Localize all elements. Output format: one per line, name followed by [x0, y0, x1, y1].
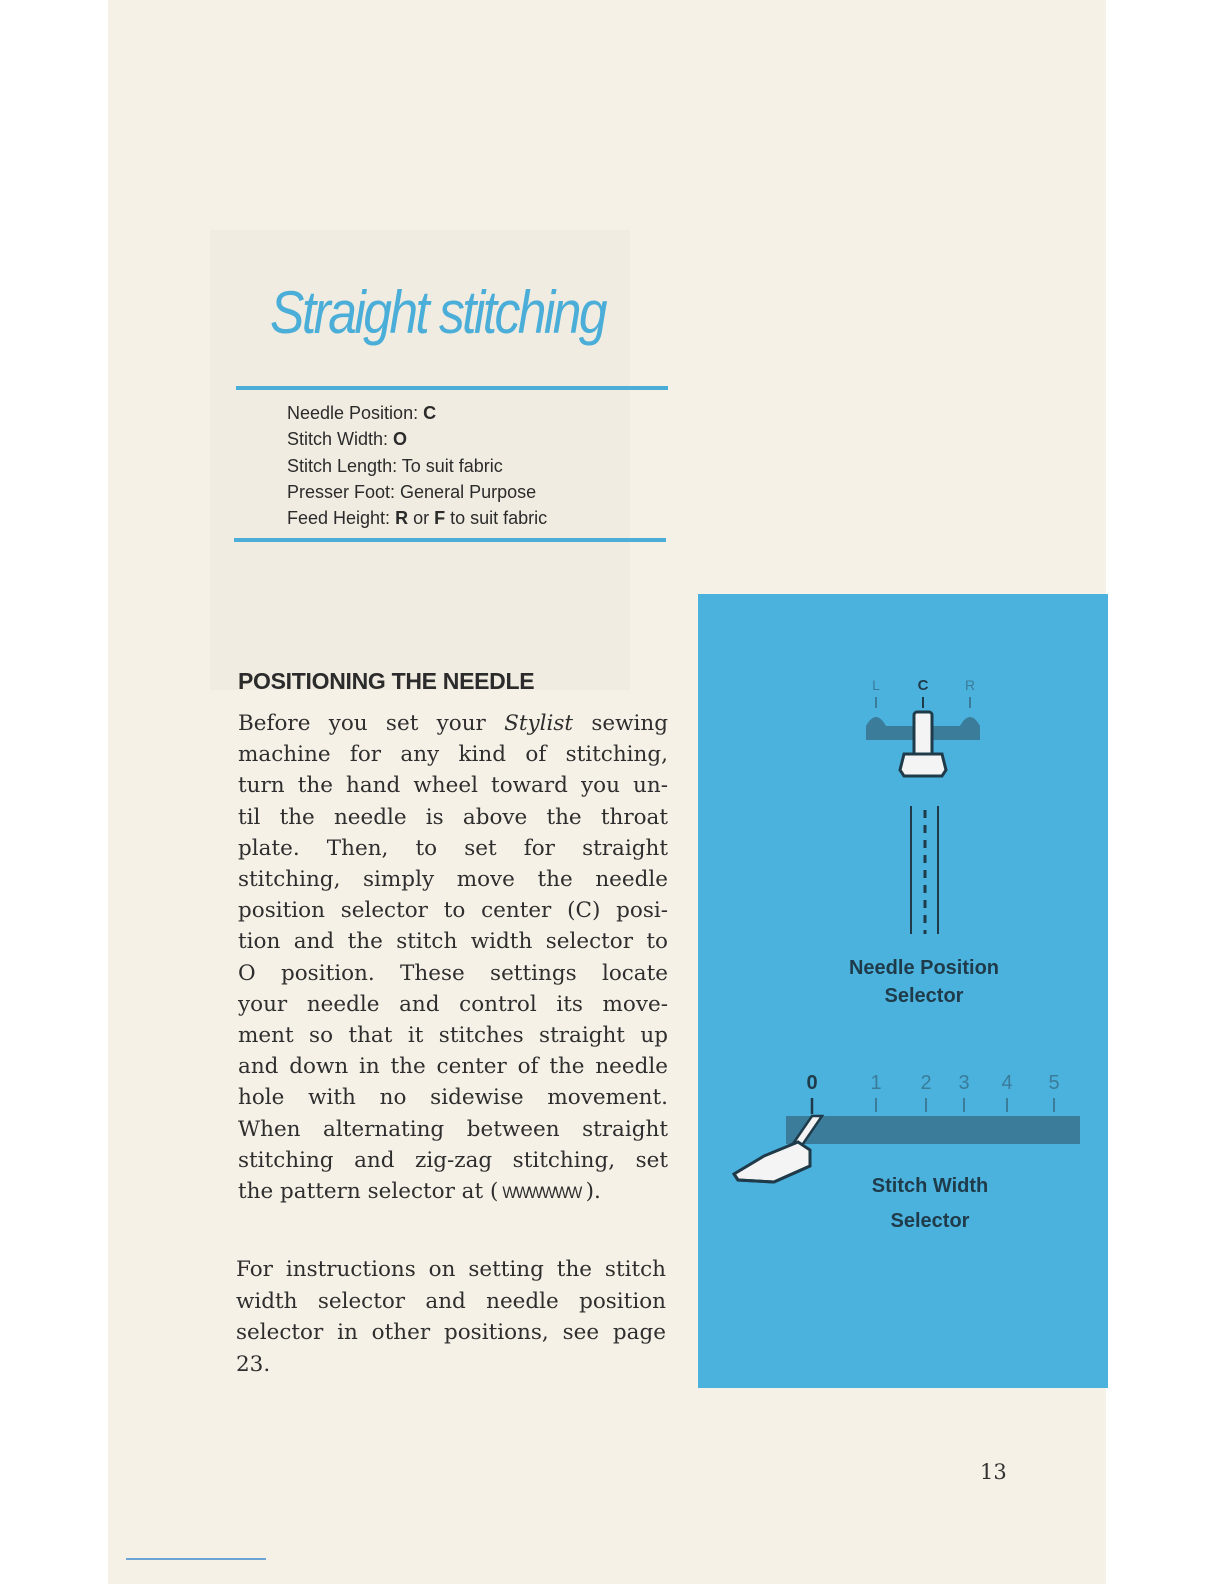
width-slot-bar: [786, 1116, 1080, 1144]
paragraph-line: tion and the stitch width selector to: [238, 929, 668, 955]
section-heading: POSITIONING THE NEEDLE: [238, 668, 535, 694]
paragraph-line: ment so that it stitches straight up: [238, 1023, 668, 1049]
paragraph-line: position selector to center (C) posi-: [238, 898, 668, 924]
selector-diagram: [698, 594, 1108, 1388]
setting-stitch-length: Stitch Length: To suit fabric: [287, 455, 503, 476]
paragraph-line: machine for any kind of stitching,: [238, 742, 668, 768]
page-number: 13: [980, 1460, 1007, 1484]
paragraph-line: the pattern selector at ( WWWWWW ).: [238, 1176, 668, 1208]
stitch-width-caption-2: Selector: [890, 1210, 970, 1232]
paragraph-line: For instructions on setting the stitch: [236, 1257, 666, 1282]
paragraph-line: plate. Then, to set for straight: [238, 835, 668, 861]
width-tick-label: 5: [1048, 1072, 1060, 1094]
brand-name: Stylist: [504, 711, 574, 736]
edge-mark: [126, 1558, 266, 1560]
needle-position-label-left: L: [872, 677, 880, 693]
paragraph-line: selector in other positions, see page: [236, 1320, 666, 1345]
setting-stitch-width: Stitch Width: O: [287, 429, 408, 450]
needle-lever-knob: [900, 754, 946, 776]
needle-position-label-center: C: [917, 677, 929, 694]
straight-stitch-line: [911, 806, 938, 934]
width-tick-label: 2: [920, 1072, 932, 1094]
paragraph-line: turn the hand wheel toward you un-: [238, 773, 668, 799]
paragraph-line: When alternating between straight: [238, 1116, 668, 1142]
needle-position-label-right: R: [964, 677, 976, 693]
width-tick-label: 3: [958, 1072, 970, 1094]
needle-position-caption: Needle Position: [848, 957, 1000, 979]
needle-position-selector: [866, 677, 980, 776]
paragraph-line: stitching and zig-zag stitching, set: [238, 1147, 668, 1173]
zigzag-symbol: WWWWWW: [502, 1183, 582, 1203]
paragraph-positioning: [238, 708, 668, 1208]
paragraph-line: O position. These settings locate: [238, 960, 668, 986]
illustration-panel: [698, 594, 1108, 1388]
settings-box: [287, 400, 547, 531]
width-tick-label: 0: [806, 1072, 818, 1094]
setting-needle-position: Needle Position: C: [287, 403, 437, 423]
settings-top-rule: [236, 386, 668, 390]
setting-feed-height: Feed Height: R or F to suit fabric: [287, 508, 548, 529]
settings-bottom-rule: [234, 538, 666, 542]
stitch-width-caption: Stitch Width: [871, 1175, 989, 1197]
width-tick-label: 1: [870, 1072, 882, 1094]
stitch-width-selector: [734, 1072, 1080, 1182]
paragraph-line: stitching, simply move the needle: [238, 867, 668, 893]
width-tick-label: 4: [1001, 1072, 1013, 1094]
needle-position-caption-2: Selector: [884, 985, 964, 1007]
setting-presser-foot: Presser Foot: General Purpose: [287, 481, 537, 502]
paragraph-line: and down in the center of the needle: [238, 1054, 668, 1080]
paragraph-line: Before you set your Stylist sewing: [238, 711, 669, 736]
paragraph-line: width selector and needle position: [236, 1288, 666, 1314]
paragraph-line: til the needle is above the throat: [238, 804, 668, 830]
page-title: Straight stitching: [270, 279, 606, 346]
paragraph-reference: [236, 1254, 666, 1380]
paragraph-line: hole with no sidewise movement.: [238, 1085, 668, 1111]
paragraph-line: 23.: [236, 1351, 271, 1377]
width-lever-knob: [734, 1142, 810, 1182]
paragraph-line: your needle and control its move-: [238, 991, 668, 1017]
